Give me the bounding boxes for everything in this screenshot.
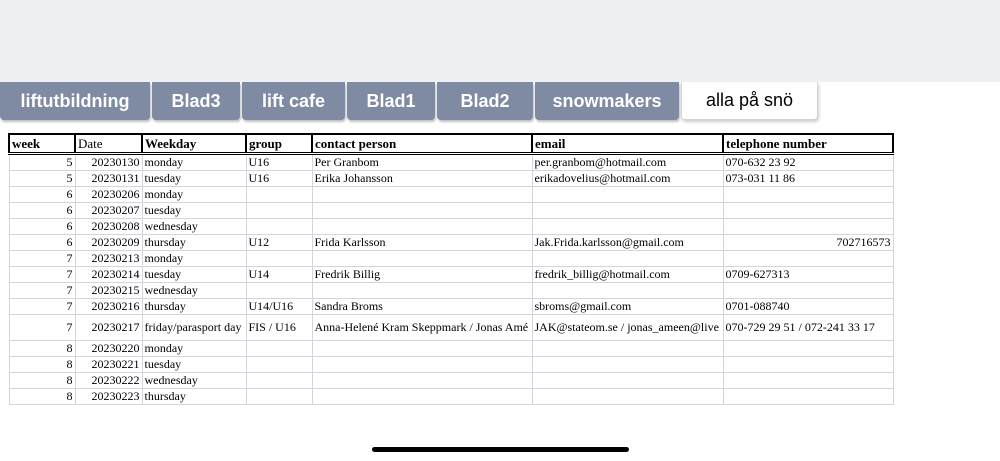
- cell-weekday[interactable]: tuesday: [142, 203, 246, 219]
- cell-date[interactable]: 20230213: [75, 251, 142, 267]
- cell-contact-person[interactable]: [312, 373, 532, 389]
- cell-telephone[interactable]: 0709-627313: [723, 267, 893, 283]
- cell-weekday[interactable]: tuesday: [142, 357, 246, 373]
- cell-email[interactable]: Jak.Frida.karlsson@gmail.com: [532, 235, 723, 251]
- cell-telephone[interactable]: [723, 373, 893, 389]
- table-row: [9, 389, 893, 405]
- cell-date[interactable]: 20230221: [75, 357, 142, 373]
- cell-telephone[interactable]: 0701-088740: [723, 299, 893, 315]
- table-row: [9, 357, 893, 373]
- cell-week[interactable]: 5: [9, 171, 75, 187]
- cell-telephone[interactable]: [723, 283, 893, 299]
- cell-telephone[interactable]: 073-031 11 86: [723, 171, 893, 187]
- cell-weekday[interactable]: monday: [142, 251, 246, 267]
- cell-date[interactable]: 20230130: [75, 154, 142, 171]
- cell-weekday[interactable]: thursday: [142, 299, 246, 315]
- cell-contact-person[interactable]: [312, 219, 532, 235]
- spreadsheet-table: [8, 133, 894, 405]
- cell-date[interactable]: 20230216: [75, 299, 142, 315]
- cell-email[interactable]: [532, 373, 723, 389]
- header-group[interactable]: group: [246, 134, 312, 154]
- table-row: [9, 299, 893, 315]
- cell-weekday[interactable]: monday: [142, 187, 246, 203]
- cell-telephone[interactable]: [723, 357, 893, 373]
- table-row: [9, 267, 893, 283]
- table-row: [9, 373, 893, 389]
- cell-date[interactable]: 20230131: [75, 171, 142, 187]
- cell-date[interactable]: 20230207: [75, 203, 142, 219]
- cell-weekday[interactable]: friday/parasport day: [142, 315, 246, 341]
- table-row: [9, 315, 893, 341]
- cell-week[interactable]: 8: [9, 341, 75, 357]
- cell-weekday[interactable]: wednesday: [142, 283, 246, 299]
- table-row: [9, 283, 893, 299]
- cell-group[interactable]: [246, 219, 312, 235]
- cell-telephone[interactable]: 702716573: [723, 235, 893, 251]
- cell-date[interactable]: 20230217: [75, 315, 142, 341]
- cell-group[interactable]: [246, 203, 312, 219]
- cell-weekday[interactable]: monday: [142, 341, 246, 357]
- cell-telephone[interactable]: [723, 203, 893, 219]
- table-row: [9, 341, 893, 357]
- cell-email[interactable]: [532, 219, 723, 235]
- table-row: [9, 219, 893, 235]
- table-row: [9, 154, 893, 171]
- top-bar: [0, 0, 1000, 82]
- cell-week[interactable]: 6: [9, 235, 75, 251]
- cell-group[interactable]: U16: [246, 154, 312, 171]
- tab-blad3[interactable]: Blad3: [152, 82, 240, 120]
- cell-weekday[interactable]: monday: [142, 154, 246, 171]
- cell-email[interactable]: [532, 283, 723, 299]
- cell-week[interactable]: 6: [9, 219, 75, 235]
- cell-telephone[interactable]: [723, 219, 893, 235]
- cell-weekday[interactable]: tuesday: [142, 171, 246, 187]
- cell-date[interactable]: 20230220: [75, 341, 142, 357]
- cell-contact-person[interactable]: [312, 251, 532, 267]
- header-telephone-number[interactable]: telephone number: [723, 134, 893, 154]
- tab-lift-cafe[interactable]: lift cafe: [242, 82, 345, 120]
- cell-contact-person[interactable]: Sandra Broms: [312, 299, 532, 315]
- cell-group[interactable]: U14/U16: [246, 299, 312, 315]
- cell-contact-person[interactable]: Fredrik Billig: [312, 267, 532, 283]
- tab-liftutbildning[interactable]: liftutbildning: [0, 82, 150, 120]
- cell-email[interactable]: [532, 341, 723, 357]
- cell-group[interactable]: [246, 373, 312, 389]
- cell-email[interactable]: [532, 389, 723, 405]
- table-row: [9, 235, 893, 251]
- header-contact-person[interactable]: contact person: [312, 134, 532, 154]
- home-indicator[interactable]: [372, 447, 629, 452]
- cell-week[interactable]: 7: [9, 283, 75, 299]
- cell-telephone[interactable]: [723, 389, 893, 405]
- cell-date[interactable]: 20230209: [75, 235, 142, 251]
- cell-contact-person[interactable]: [312, 283, 532, 299]
- cell-week[interactable]: 6: [9, 187, 75, 203]
- table-row: [9, 171, 893, 187]
- header-email[interactable]: email: [532, 134, 723, 154]
- cell-telephone[interactable]: [723, 187, 893, 203]
- cell-group[interactable]: U12: [246, 235, 312, 251]
- cell-weekday[interactable]: wednesday: [142, 219, 246, 235]
- cell-email[interactable]: [532, 357, 723, 373]
- cell-week[interactable]: 8: [9, 357, 75, 373]
- cell-group[interactable]: U16: [246, 171, 312, 187]
- cell-email[interactable]: sbroms@gmail.com: [532, 299, 723, 315]
- header-weekday[interactable]: Weekday: [142, 134, 246, 154]
- header-date[interactable]: Date: [75, 134, 142, 154]
- tab-snowmakers[interactable]: snowmakers: [535, 82, 679, 120]
- cell-weekday[interactable]: tuesday: [142, 267, 246, 283]
- cell-telephone[interactable]: 070-632 23 92: [723, 154, 893, 171]
- cell-group[interactable]: U14: [246, 267, 312, 283]
- cell-week[interactable]: 8: [9, 389, 75, 405]
- cell-email[interactable]: [532, 203, 723, 219]
- cell-contact-person[interactable]: [312, 357, 532, 373]
- cell-week[interactable]: 8: [9, 373, 75, 389]
- cell-email[interactable]: fredrik_billig@hotmail.com: [532, 267, 723, 283]
- cell-email[interactable]: [532, 251, 723, 267]
- table-row: [9, 251, 893, 267]
- cell-date[interactable]: 20230215: [75, 283, 142, 299]
- cell-contact-person[interactable]: Per Granbom: [312, 154, 532, 171]
- cell-group[interactable]: FIS / U16: [246, 315, 312, 341]
- cell-contact-person[interactable]: [312, 341, 532, 357]
- cell-weekday[interactable]: wednesday: [142, 373, 246, 389]
- cell-group[interactable]: [246, 251, 312, 267]
- cell-weekday[interactable]: thursday: [142, 235, 246, 251]
- cell-group[interactable]: [246, 283, 312, 299]
- cell-email[interactable]: erikadovelius@hotmail.com: [532, 171, 723, 187]
- cell-week[interactable]: 7: [9, 267, 75, 283]
- tab-blad2[interactable]: Blad2: [437, 82, 533, 120]
- cell-date[interactable]: 20230208: [75, 219, 142, 235]
- cell-email[interactable]: per.granbom@hotmail.com: [532, 154, 723, 171]
- cell-date[interactable]: 20230206: [75, 187, 142, 203]
- cell-contact-person[interactable]: [312, 187, 532, 203]
- cell-week[interactable]: 7: [9, 251, 75, 267]
- cell-week[interactable]: 6: [9, 203, 75, 219]
- cell-group[interactable]: [246, 341, 312, 357]
- cell-contact-person[interactable]: [312, 203, 532, 219]
- cell-contact-person[interactable]: [312, 389, 532, 405]
- cell-telephone[interactable]: [723, 251, 893, 267]
- cell-email[interactable]: [532, 187, 723, 203]
- cell-week[interactable]: 5: [9, 154, 75, 171]
- table-row: [9, 203, 893, 219]
- tab-blad1[interactable]: Blad1: [347, 82, 435, 120]
- cell-contact-person[interactable]: Frida Karlsson: [312, 235, 532, 251]
- tab-alla-pa-sno[interactable]: alla på snö: [681, 82, 818, 120]
- header-row: [9, 134, 893, 154]
- cell-weekday[interactable]: thursday: [142, 389, 246, 405]
- cell-telephone[interactable]: 070-729 29 51 / 072-241 33 17: [723, 315, 893, 341]
- cell-telephone[interactable]: [723, 341, 893, 357]
- cell-group[interactable]: [246, 357, 312, 373]
- cell-date[interactable]: 20230214: [75, 267, 142, 283]
- cell-date[interactable]: 20230223: [75, 389, 142, 405]
- header-week[interactable]: week: [9, 134, 75, 154]
- sheet-tab-bar: [0, 82, 1000, 122]
- cell-week[interactable]: 7: [9, 315, 75, 341]
- cell-group[interactable]: [246, 389, 312, 405]
- cell-group[interactable]: [246, 187, 312, 203]
- cell-contact-person[interactable]: Anna-Helené Kram Skeppmark / Jonas Amé: [312, 315, 532, 341]
- cell-week[interactable]: 7: [9, 299, 75, 315]
- cell-contact-person[interactable]: Erika Johansson: [312, 171, 532, 187]
- cell-date[interactable]: 20230222: [75, 373, 142, 389]
- cell-email[interactable]: JAK@stateom.se / jonas_ameen@live: [532, 315, 723, 341]
- table-row: [9, 187, 893, 203]
